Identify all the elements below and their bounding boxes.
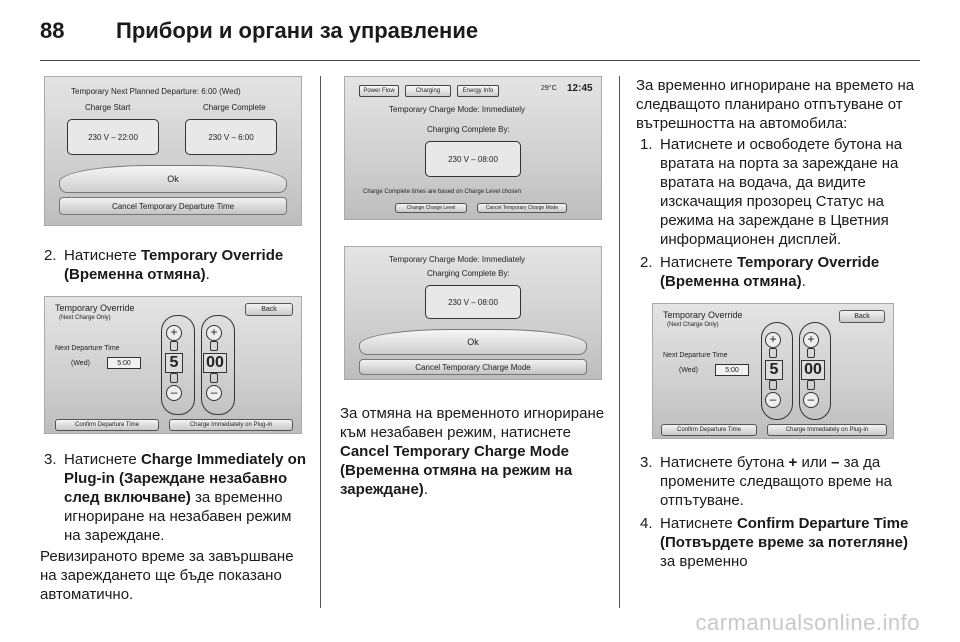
minute-minus-button[interactable]: – [206, 385, 222, 401]
tab-power-flow[interactable]: Power Flow [359, 85, 399, 97]
cancel-charge-mode-button[interactable]: Cancel Temporary Charge Mode [477, 203, 567, 213]
column-divider-1 [320, 76, 321, 608]
charge-mode-label: Temporary Charge Mode: Immediately [389, 255, 526, 264]
hour-digit: 5 [765, 360, 783, 380]
override-title: Temporary Override [55, 303, 135, 313]
stem-icon [170, 373, 178, 383]
step-1: 1. Натиснете и освободете бутона на вратата на порта за зареждане на вратата на водача, да видите изскачащия прозорец Статус на режима на зареждане в Цветния информационен дисплей. [640, 136, 903, 248]
column-1 [40, 76, 308, 604]
intro-paragraph: За временно игнориране на времето на следващото планирано отпътуване от вътрешността на автомобила: [636, 77, 915, 132]
charge-note: Charge Complete times are based on Charge Level chosen [363, 189, 522, 195]
minute-minus-button[interactable]: – [803, 392, 819, 408]
confirm-departure-button[interactable]: Confirm Departure Time [55, 419, 159, 431]
override-title: Temporary Override [663, 310, 743, 320]
stem-icon [769, 380, 777, 390]
next-departure-label: Next Departure Time [55, 345, 120, 352]
step-4: 4. Натиснете Confirm Departure Time (Потвърдете време за потегляне) за временно [640, 515, 909, 570]
tab-charging[interactable]: Charging [405, 85, 451, 97]
cancel-departure-button[interactable]: Cancel Temporary Departure Time [59, 197, 287, 215]
page-header [40, 14, 920, 54]
hour-plus-button[interactable]: + [166, 325, 182, 341]
page-title: Прибори и органи за управление [116, 18, 479, 43]
ok-button[interactable]: Ok [59, 165, 287, 193]
minute-digits: 00 [203, 353, 227, 373]
departure-time-field: 5:00 [107, 357, 141, 369]
cancel-instruction-paragraph: За отмяна на временното игнориране към незабавен режим, натиснете Cancel Temporary Charge Mode (Временна отмяна на режим на зареждане). [340, 405, 605, 498]
charge-mode-screen-image [344, 76, 602, 220]
override-screen-image [652, 303, 894, 439]
override-screen-image [44, 296, 302, 434]
back-button[interactable]: Back [839, 310, 885, 323]
charge-complete-field[interactable]: 230 V – 6:00 [185, 119, 277, 155]
departure-screen-image [44, 76, 302, 226]
complete-by-label: Charging Complete By: [427, 269, 510, 278]
column-divider-2 [619, 76, 620, 608]
step-3: 3. Натиснете бутона + или – за да промените следващото време на отпътуване. [640, 454, 892, 509]
ok-button[interactable]: Ok [359, 329, 587, 355]
charge-start-label: Charge Start [85, 103, 131, 112]
stem-icon [170, 341, 178, 351]
column-2 [340, 76, 608, 499]
watermark: carmanualsonline.info [695, 610, 920, 635]
step-2: 2. Натиснете Temporary Override (Временна отмяна). [44, 247, 284, 283]
complete-time-field: 230 V – 08:00 [425, 141, 521, 177]
back-button[interactable]: Back [245, 303, 293, 316]
minute-plus-button[interactable]: + [803, 332, 819, 348]
clock: 12:45 [567, 83, 593, 94]
screen-title: Temporary Next Planned Departure: 6:00 (Wed) [71, 87, 241, 96]
hour-minus-button[interactable]: – [166, 385, 182, 401]
tab-energy-info[interactable]: Energy Info [457, 85, 499, 97]
minute-plus-button[interactable]: + [206, 325, 222, 341]
page-number: 88 [40, 18, 65, 43]
complete-time-field: 230 V – 08:00 [425, 285, 521, 319]
step-2: 2. Натиснете Temporary Override (Временна отмяна). [640, 254, 880, 290]
departure-day: (Wed) [679, 367, 698, 374]
stem-icon [769, 348, 777, 358]
complete-by-label: Charging Complete By: [427, 125, 510, 134]
change-charge-level-button[interactable]: Change Charge Level [395, 203, 467, 213]
hour-minus-button[interactable]: – [765, 392, 781, 408]
confirm-departure-button[interactable]: Confirm Departure Time [661, 424, 757, 436]
stem-icon [807, 380, 815, 390]
charge-immediately-button[interactable]: Charge Immediately on Plug-in [169, 419, 293, 431]
stem-icon [807, 348, 815, 358]
charge-immediately-button[interactable]: Charge Immediately on Plug-in [767, 424, 887, 436]
hour-plus-button[interactable]: + [765, 332, 781, 348]
column-3 [636, 76, 918, 571]
charge-complete-label: Charge Complete [203, 103, 266, 112]
departure-time-field: 5:00 [715, 364, 749, 376]
departure-day: (Wed) [71, 360, 90, 367]
override-subtitle: (Next Charge Only) [667, 322, 719, 328]
temperature: 29°C [541, 85, 557, 92]
cancel-mode-screen-image [344, 246, 602, 380]
revised-time-paragraph: Ревизираното време за завършване на зареждането ще бъде показано автоматично. [40, 548, 294, 603]
override-subtitle: (Next Charge Only) [59, 315, 111, 321]
charge-mode-label: Temporary Charge Mode: Immediately [389, 105, 526, 114]
step-3: 3. Натиснете Charge Immediately on Plug-in (Зареждане незабавно след включване) за временно игнориране на незабавен режим на зареждане. [44, 451, 306, 544]
next-departure-label: Next Departure Time [663, 352, 728, 359]
minute-digits: 00 [801, 360, 825, 380]
stem-icon [210, 341, 218, 351]
charge-start-field[interactable]: 230 V – 22:00 [67, 119, 159, 155]
stem-icon [210, 373, 218, 383]
cancel-charge-mode-button[interactable]: Cancel Temporary Charge Mode [359, 359, 587, 375]
header-divider [40, 60, 920, 61]
hour-digit: 5 [165, 353, 183, 373]
